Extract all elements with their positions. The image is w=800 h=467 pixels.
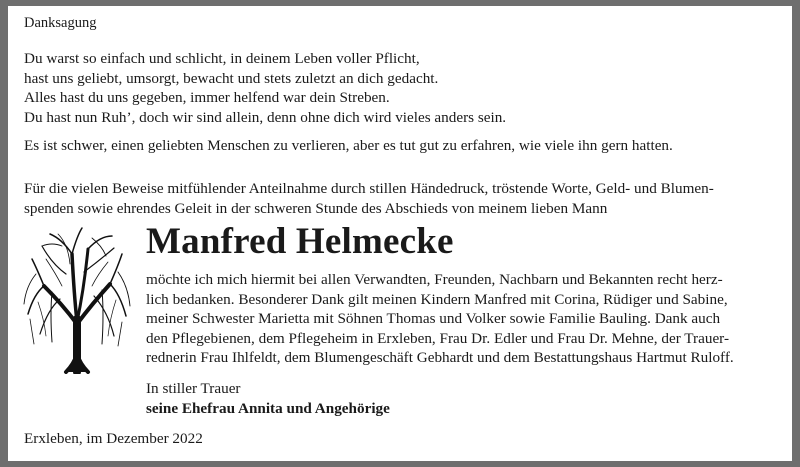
- intro-paragraph: [24, 179, 714, 218]
- mourning-label: In stiller Trauer: [146, 380, 241, 397]
- tree-icon: [22, 224, 132, 374]
- heading: Danksagung: [24, 15, 97, 31]
- signature: seine Ehefrau Annita und Angehörige: [146, 399, 390, 417]
- thanks-line: möchte ich mich hiermit bei allen Verwandten, Freunden, Nachbarn und Bekannten recht herz-: [146, 271, 723, 288]
- poem-line: Du warst so einfach und schlicht, in deinem Leben voller Pflicht,: [24, 50, 420, 67]
- poem-line: Alles hast du uns gegeben, immer helfend war dein Streben.: [24, 89, 390, 106]
- thanks-paragraph: [146, 270, 734, 368]
- place-date: Erxleben, im Dezember 2022: [24, 430, 203, 447]
- intro-line: Für die vielen Beweise mitfühlender Anteilnahme durch stillen Händedruck, tröstende Worte, Geld- und Blumen-: [24, 180, 714, 197]
- mourning-block: [146, 379, 390, 418]
- deceased-name: Manfred Helmecke: [146, 221, 454, 262]
- poem: [24, 49, 506, 127]
- statement: Es ist schwer, einen geliebten Menschen zu verlieren, aber es tut gut zu erfahren, wie viele ihn gern hatten.: [24, 137, 673, 154]
- thanks-line: rednerin Frau Ihlfeldt, dem Blumengeschäft Gebhardt und dem Bestattungshaus Hartmut Ruloff.: [146, 349, 734, 366]
- intro-line: spenden sowie ehrendes Geleit in der schweren Stunde des Abschieds von meinem lieben Mann: [24, 199, 608, 217]
- poem-line: Du hast nun Ruh’, doch wir sind allein, denn ohne dich wird vieles anders sein.: [24, 108, 507, 126]
- thanks-line: meiner Schwester Marietta mit Söhnen Thomas und Volker sowie Familie Bauling. Dank auch: [146, 310, 721, 327]
- obituary-card: [8, 6, 792, 461]
- thanks-line: den Pflegebienen, dem Pflegeheim in Erxleben, Frau Dr. Edler und Frau Dr. Mehne, der Trauer-: [146, 329, 729, 347]
- thanks-line: lich bedanken. Besonderer Dank gilt meinen Kindern Manfred mit Corina, Rüdiger und Sabine,: [146, 290, 728, 308]
- poem-line: hast uns geliebt, umsorgt, bewacht und stets zuletzt an dich gedacht.: [24, 69, 439, 87]
